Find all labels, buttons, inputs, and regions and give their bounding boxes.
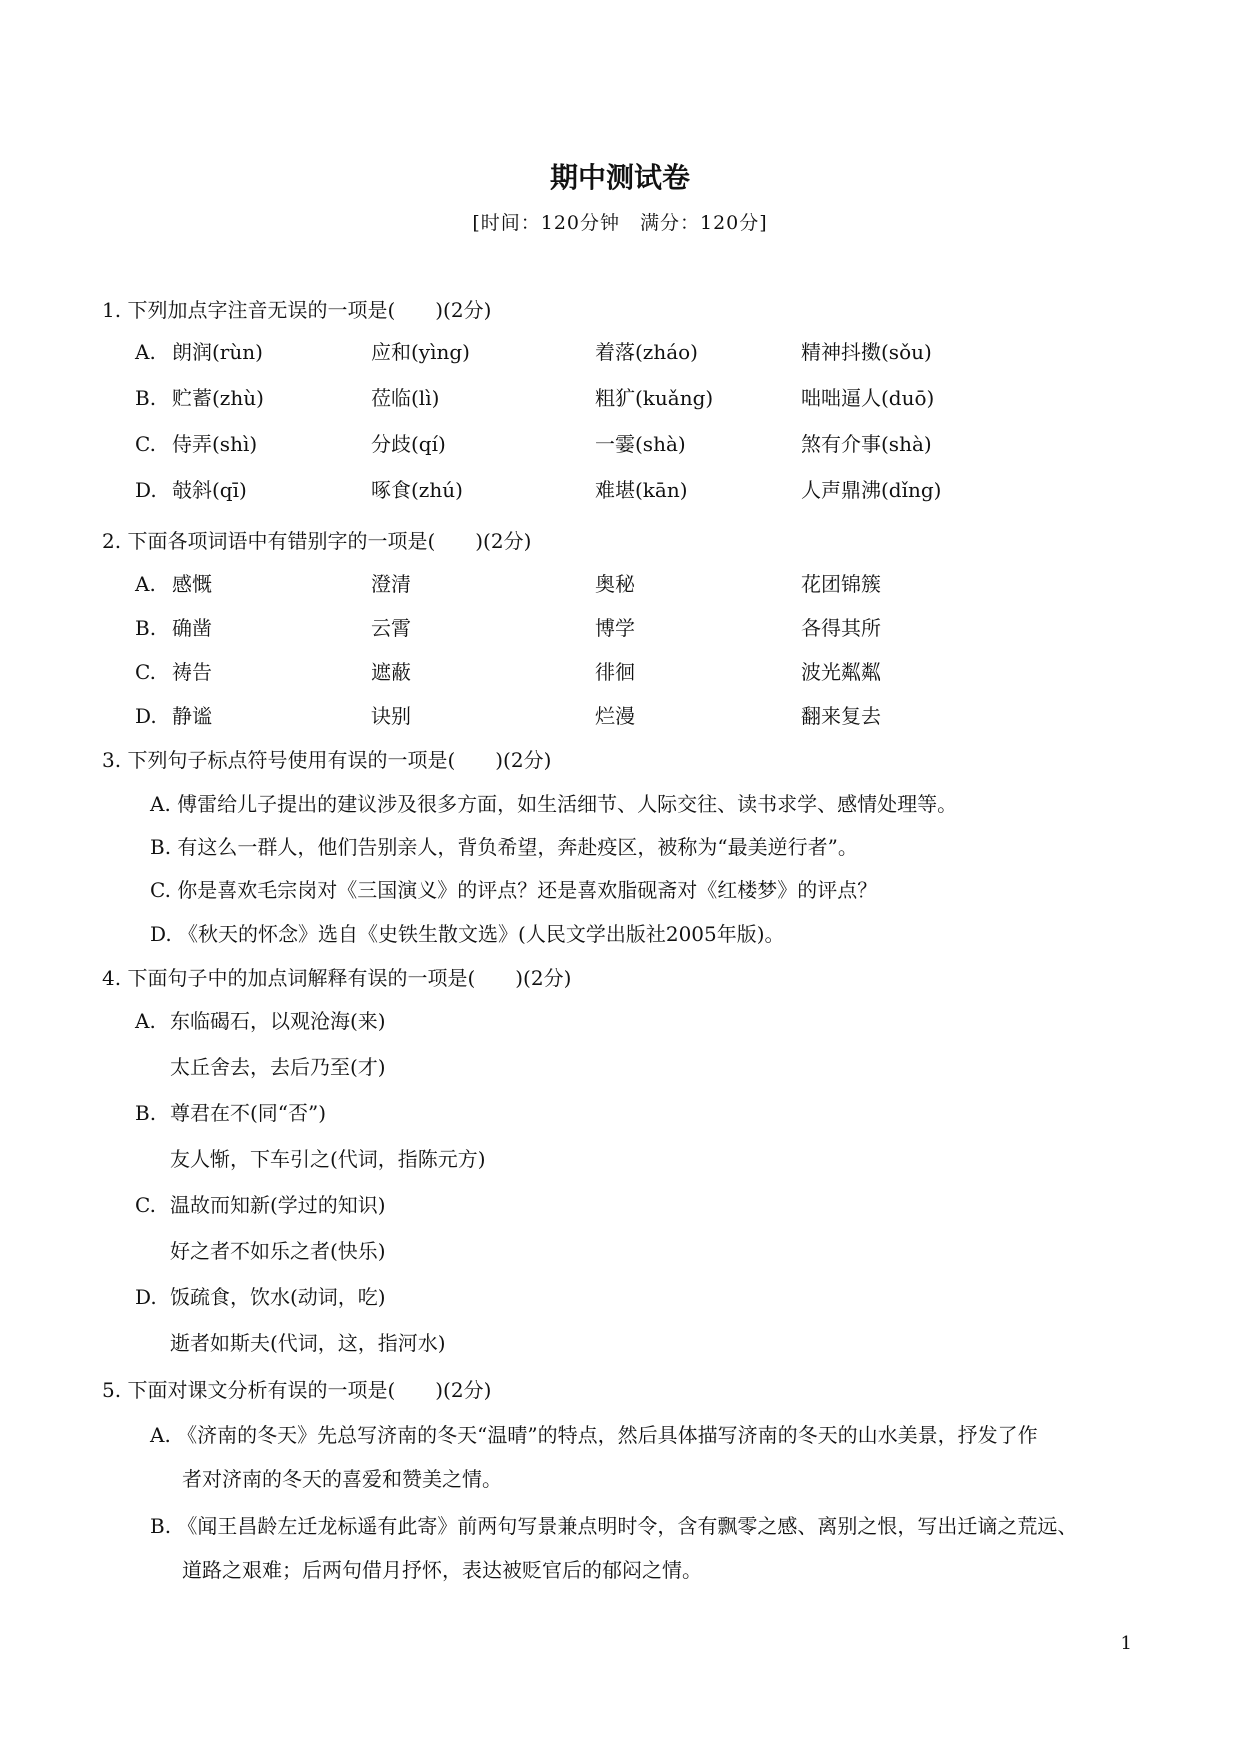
option-word-1: 攲斜(qī): [172, 478, 247, 502]
option-word-2: 云霄: [371, 616, 411, 640]
question-5-option-a-line-1[interactable]: A. 《济南的冬天》先总写济南的冬天“温晴”的特点，然后具体描写济南的冬天的山水美景，抒发了作: [150, 1423, 1038, 1447]
question-4-option-d-line-2: 逝者如斯夫(代词，这，指河水): [170, 1331, 446, 1355]
option-word-2: 诀别: [371, 704, 411, 728]
option-word-2: 澄清: [371, 572, 411, 596]
option-word-2: 分歧(qí): [371, 432, 446, 456]
option-word-3: 着落(zháo): [595, 340, 698, 364]
question-3-option-b[interactable]: B. 有这么一群人，他们告别亲人，背负希望，奔赴疫区，被称为“最美逆行者”。: [150, 835, 858, 859]
option-word-1: 祷告: [172, 660, 212, 684]
option-word-4: 各得其所: [801, 616, 881, 640]
question-4-option-a-line-2: 太丘舍去，去后乃至(才): [170, 1055, 386, 1079]
question-4-option-b-line-1: 尊君在不(同“否”): [170, 1101, 327, 1125]
question-5-stem: 5. 下面对课文分析有误的一项是( )(2分): [102, 1378, 492, 1402]
question-4-option-c-line-1: 温故而知新(学过的知识): [170, 1193, 386, 1217]
option-word-2: 应和(yìng): [371, 340, 470, 364]
question-3-stem: 3. 下列句子标点符号使用有误的一项是( )(2分): [102, 748, 552, 772]
option-letter: B.: [135, 386, 157, 410]
question-5-option-b-line-2: 道路之艰难；后两句借月抒怀，表达被贬官后的郁闷之情。: [182, 1558, 702, 1582]
exam-time-and-score: [时间：120分钟 满分：120分]: [472, 212, 768, 234]
option-word-3: 粗犷(kuǎng): [595, 386, 714, 410]
option-word-1: 静谧: [172, 704, 212, 728]
option-letter: B.: [135, 616, 157, 640]
question-4-option-a-line-1: 东临碣石，以观沧海(来): [170, 1009, 386, 1033]
question-4-option-a-letter[interactable]: A.: [135, 1009, 156, 1033]
question-4-stem: 4. 下面句子中的加点词解释有误的一项是( )(2分): [102, 966, 572, 990]
page-number: 1: [1120, 1633, 1132, 1654]
option-letter: A.: [135, 572, 156, 596]
question-5-option-a-line-2: 者对济南的冬天的喜爱和赞美之情。: [182, 1467, 502, 1491]
option-word-3: 博学: [595, 616, 635, 640]
question-3-option-a[interactable]: A. 傅雷给儿子提出的建议涉及很多方面，如生活细节、人际交往、读书求学、感情处理等。: [150, 792, 958, 816]
option-word-3: 奥秘: [595, 572, 635, 596]
question-4-option-c-line-2: 好之者不如乐之者(快乐): [170, 1239, 386, 1263]
option-letter: C.: [135, 660, 156, 684]
page-title: 期中测试卷: [549, 161, 690, 194]
option-word-2: 啄食(zhú): [371, 478, 463, 502]
option-letter: D.: [135, 478, 157, 502]
option-letter: D.: [135, 704, 157, 728]
option-word-4: 精神抖擞(sǒu): [801, 340, 932, 364]
option-word-2: 莅临(lì): [371, 386, 440, 410]
question-2-stem: 2. 下面各项词语中有错别字的一项是( )(2分): [102, 529, 532, 553]
option-letter: C.: [135, 432, 156, 456]
question-4-option-b-letter[interactable]: B.: [135, 1101, 157, 1125]
option-word-1: 确凿: [172, 616, 212, 640]
option-word-4: 人声鼎沸(dǐng): [801, 478, 942, 502]
question-1-stem: 1. 下列加点字注音无误的一项是( )(2分): [102, 298, 492, 322]
option-word-4: 咄咄逼人(duō): [801, 386, 935, 410]
question-3-option-d[interactable]: D. 《秋天的怀念》选自《史铁生散文选》(人民文学出版社2005年版)。: [150, 922, 785, 946]
option-word-2: 遮蔽: [371, 660, 411, 684]
option-word-4: 花团锦簇: [801, 572, 881, 596]
option-word-1: 贮蓄(zhù): [172, 386, 264, 410]
option-word-3: 烂漫: [595, 704, 635, 728]
question-3-option-c[interactable]: C. 你是喜欢毛宗岗对《三国演义》的评点？还是喜欢脂砚斋对《红楼梦》的评点？: [150, 878, 878, 902]
option-word-3: 一霎(shà): [595, 432, 686, 456]
option-letter: A.: [135, 340, 156, 364]
question-5-option-b-line-1[interactable]: B. 《闻王昌龄左迁龙标遥有此寄》前两句写景兼点明时令，含有飘零之感、离别之恨，写出迁谪之荒远、: [150, 1514, 1078, 1538]
option-word-3: 难堪(kān): [595, 478, 688, 502]
option-word-1: 朗润(rùn): [172, 340, 263, 364]
option-word-4: 煞有介事(shà): [801, 432, 932, 456]
option-word-4: 翻来复去: [801, 704, 881, 728]
option-word-1: 侍弄(shì): [172, 432, 258, 456]
option-word-4: 波光粼粼: [801, 660, 881, 684]
question-4-option-d-letter[interactable]: D.: [135, 1285, 157, 1309]
question-4-option-d-line-1: 饭疏食，饮水(动词，吃): [170, 1285, 386, 1309]
question-4-option-c-letter[interactable]: C.: [135, 1193, 156, 1217]
question-4-option-b-line-2: 友人惭，下车引之(代词，指陈元方): [170, 1147, 486, 1171]
option-word-1: 感慨: [172, 572, 212, 596]
option-word-3: 徘徊: [595, 660, 635, 684]
